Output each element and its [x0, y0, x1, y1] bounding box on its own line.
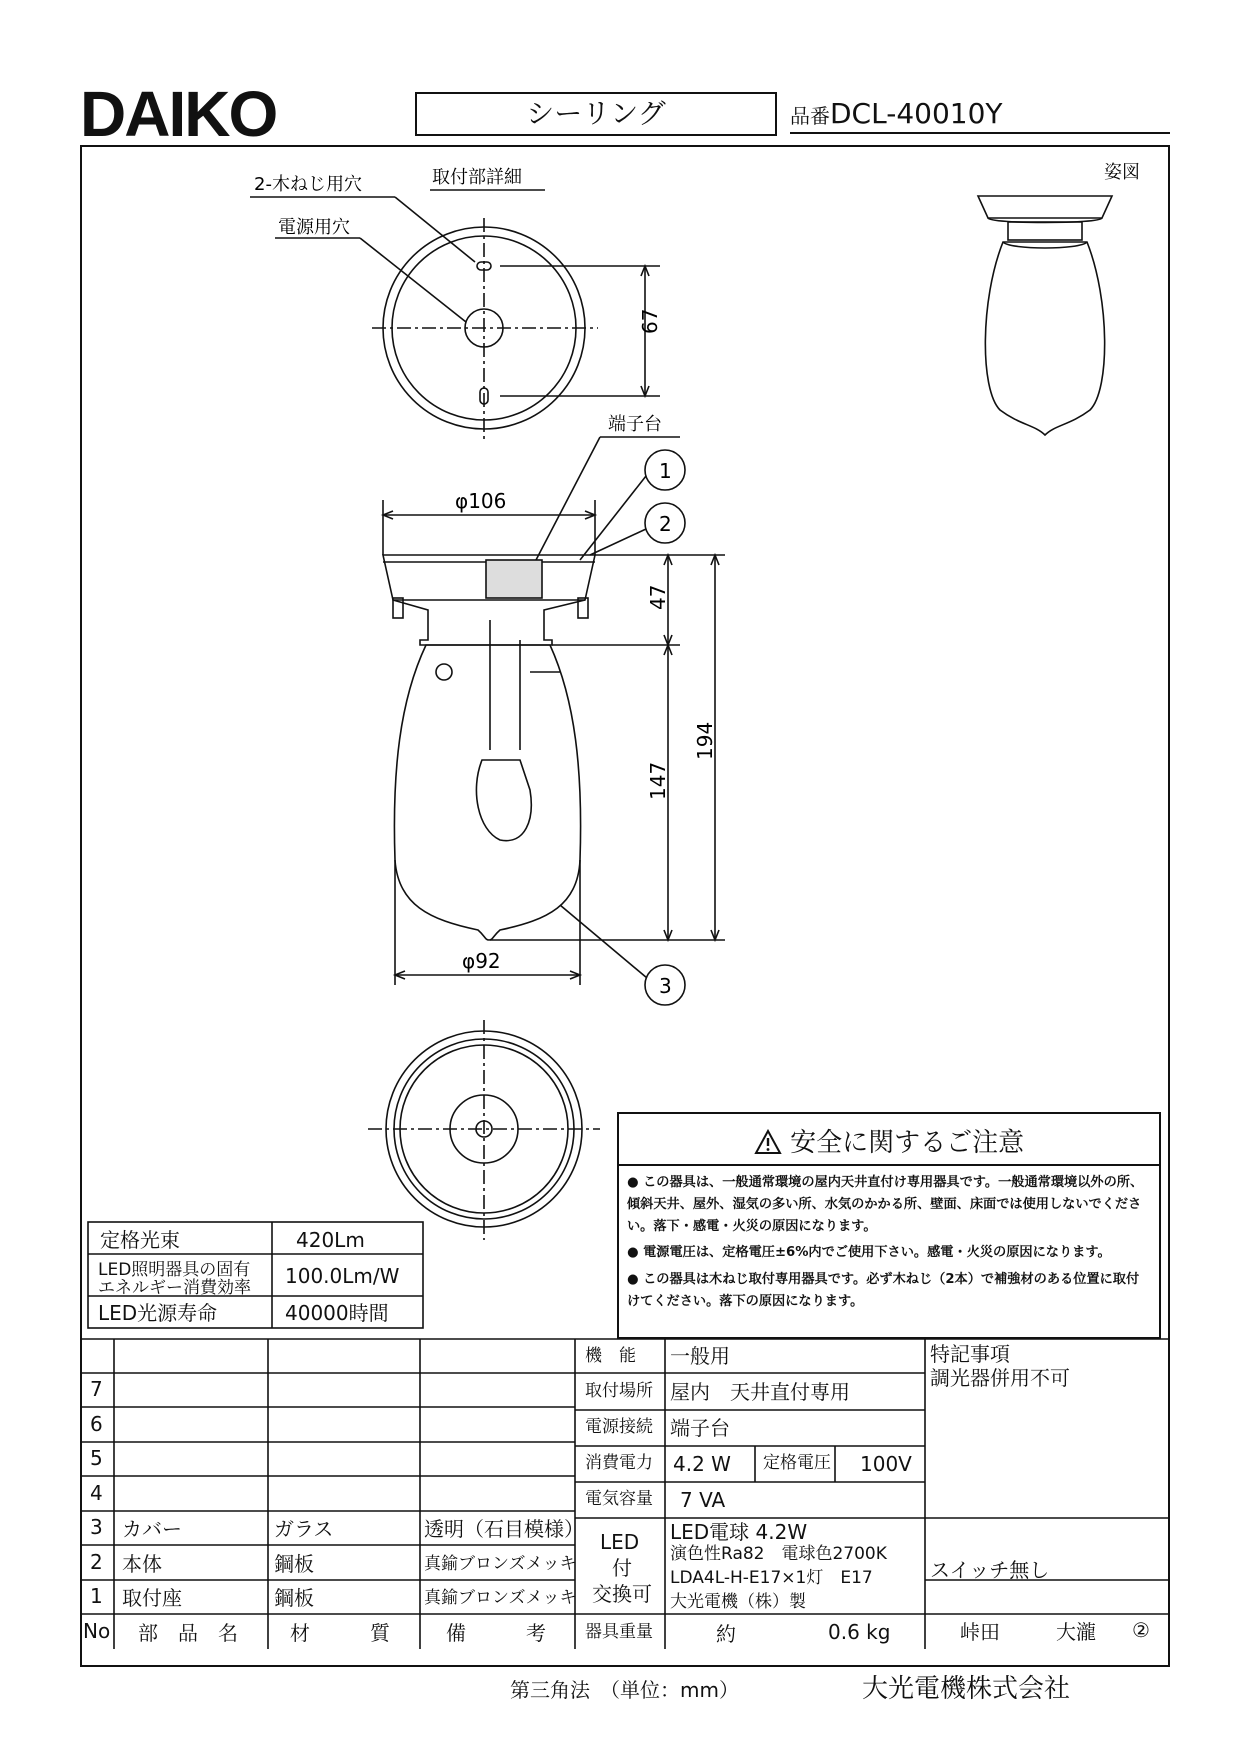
glass-shade [394, 645, 580, 940]
safety-separator [619, 1164, 1159, 1166]
spec-label-life: LED光源寿命 [98, 1301, 218, 1325]
led-line-4: 大光電機（株）製 [670, 1592, 806, 1612]
switch-note: スイッチ無し [930, 1558, 1050, 1582]
voltage-label: 定格電圧 [763, 1453, 831, 1473]
part-no-7: 7 [90, 1377, 103, 1401]
perspective-label: 姿図 [1104, 162, 1140, 183]
callout-1-label: 1 [659, 459, 672, 483]
signer-2: 大瀧 [1056, 1620, 1096, 1644]
spec-label-flux: 定格光束 [100, 1228, 180, 1252]
voltage-value: 100V [860, 1452, 912, 1476]
safety-title-text: 安全に関するご注意 [790, 1128, 1025, 1158]
model-value: DCL-40010Y [830, 97, 1003, 130]
mount-value: 屋内 天井直付専用 [670, 1380, 850, 1404]
spec-value-life: 40000時間 [285, 1301, 389, 1325]
dim-67: 67 [638, 308, 662, 334]
safety-title [619, 1122, 1159, 1159]
part-no-3: 3 [90, 1515, 103, 1539]
weight-value: 0.6 kg [828, 1620, 891, 1644]
led-line-1: LED電球 4.2W [670, 1520, 808, 1544]
safety-item-3: ● この器具は木ねじ取付専用器具です。必ず木ねじ（2本）で補強材のある位置に取付けてください。落下の原因になります。 [627, 1272, 1140, 1309]
part-no-1: 1 [90, 1584, 103, 1608]
safety-item-1: ● この器具は、一般通常環境の屋内天井直付け専用器具です。一般通常環境以外の所、傾斜天井、屋外、湿気の多い所、水気のかかる所、壁面、床面では使用しないでください。落下・感電・火災の原因になります。 [627, 1175, 1144, 1234]
weight-prefix: 約 [716, 1622, 736, 1646]
part-note-2: 真鍮ブロンズメッキ [424, 1554, 577, 1574]
power-label: 電源接続 [585, 1417, 653, 1437]
led-label-2: 付 [612, 1556, 632, 1580]
header-material: 材 質 [290, 1621, 390, 1645]
terminal-label: 端子台 [608, 414, 662, 435]
signer-1: 峠田 [960, 1620, 1000, 1644]
header-name: 部 品 名 [138, 1621, 238, 1645]
part-name-3: カバー [122, 1517, 182, 1541]
part-name-1: 取付座 [122, 1586, 182, 1610]
safety-notice [617, 1112, 1161, 1339]
part-note-3: 透明（石目模様） [424, 1517, 584, 1541]
dim-92: φ92 [462, 949, 501, 973]
spec-value-flux: 420Lm [296, 1228, 365, 1252]
revision-mark: ② [1132, 1618, 1150, 1642]
part-material-1: 鋼板 [274, 1586, 314, 1610]
spec-label-efficiency-1: LED照明器具の固有 [98, 1260, 251, 1280]
part-no-4: 4 [90, 1481, 103, 1505]
part-name-2: 本体 [122, 1552, 162, 1576]
projection-note: 第三角法 （単位：mm） [510, 1678, 739, 1702]
terminal-block [486, 560, 542, 598]
consumption-label: 消費電力 [585, 1453, 653, 1473]
dim-47: 47 [646, 584, 670, 610]
mount-label: 取付場所 [585, 1381, 653, 1401]
weight-label: 器具重量 [585, 1622, 653, 1642]
part-no-2: 2 [90, 1550, 103, 1574]
company-name: 大光電機株式会社 [862, 1674, 1071, 1704]
safety-item-2: ● 電源電圧は、定格電圧±6%内でご使用下さい。感電・火災の原因になります。 [627, 1245, 1111, 1260]
power-value: 端子台 [670, 1416, 730, 1440]
notes-line-1: 調光器併用不可 [930, 1366, 1070, 1390]
led-line-3: LDA4L-H-E17×1灯 E17 [670, 1568, 873, 1588]
bulb [476, 760, 531, 841]
warning-triangle-icon [754, 1129, 782, 1155]
dim-194: 194 [693, 721, 717, 760]
capacity-label: 電気容量 [585, 1489, 653, 1509]
dim-106: φ106 [455, 489, 507, 513]
part-note-1: 真鍮ブロンズメッキ [424, 1588, 577, 1608]
led-label-3: 交換可 [592, 1582, 652, 1606]
led-label-1: LED [600, 1530, 640, 1554]
part-no-6: 6 [90, 1412, 103, 1436]
notes-title: 特記事項 [930, 1342, 1010, 1366]
shade-screw [436, 664, 452, 680]
part-no-5: 5 [90, 1446, 103, 1470]
function-label: 機 能 [585, 1346, 636, 1366]
capacity-value: 7 VA [680, 1488, 726, 1512]
part-material-3: ガラス [274, 1517, 334, 1541]
header-no: No [83, 1619, 111, 1643]
callout-3-label: 3 [659, 974, 672, 998]
part-material-2: 鋼板 [274, 1552, 314, 1576]
spec-value-efficiency: 100.0Lm/W [285, 1264, 400, 1288]
spec-label-efficiency-2: エネルギー消費効率 [98, 1278, 251, 1298]
screw-holes-label: 2-木ねじ用穴 [254, 174, 362, 195]
led-line-2: 演色性Ra82 電球色2700K [670, 1544, 887, 1564]
power-hole-label: 電源用穴 [278, 217, 350, 238]
function-value: 一般用 [670, 1344, 730, 1368]
product-type: シーリング [526, 97, 666, 130]
header-note: 備 考 [446, 1621, 546, 1645]
mount-detail-label: 取付部詳細 [432, 167, 522, 188]
brand-logo: DAIKO [80, 78, 277, 150]
dim-147: 147 [646, 761, 670, 800]
callout-2-label: 2 [659, 512, 672, 536]
consumption-value: 4.2 W [673, 1452, 731, 1476]
model-prefix: 品番 [790, 104, 830, 128]
